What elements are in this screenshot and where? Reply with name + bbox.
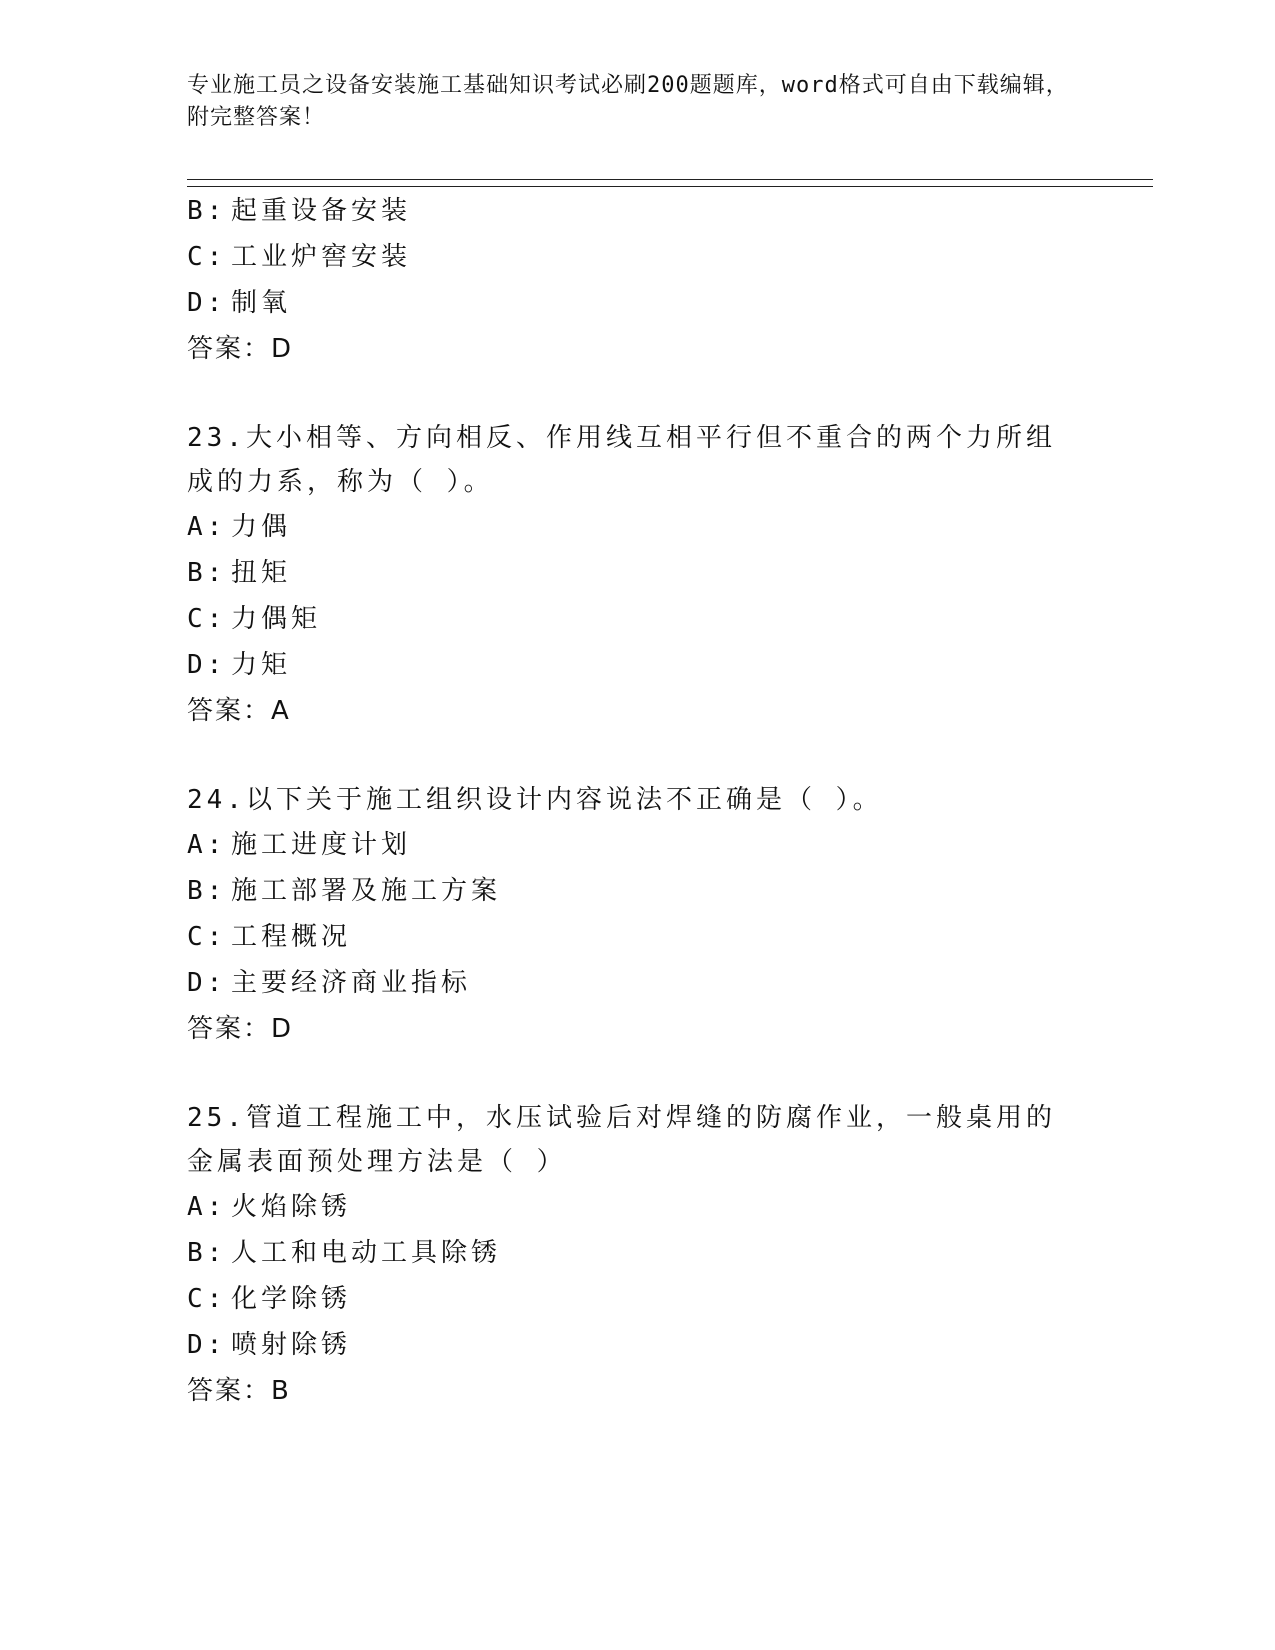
option-letter: A: (187, 830, 227, 860)
option-d (187, 280, 1087, 326)
option-letter: C: (187, 1284, 227, 1314)
header-divider (187, 179, 1153, 187)
question-block-23 (187, 416, 1087, 734)
answer-line: 答案：D (187, 1014, 294, 1044)
option-c (187, 234, 1087, 280)
option-c (187, 914, 1087, 960)
question-stem: 24.以下关于施工组织设计内容说法不正确是（ ）。 (187, 785, 883, 815)
option-letter: C: (187, 242, 227, 272)
option-text: 工程概况 (231, 922, 352, 952)
option-c (187, 596, 1087, 642)
answer-line: 答案：A (187, 696, 291, 726)
option-letter: D: (187, 288, 227, 318)
option-letter: B: (187, 1238, 227, 1268)
option-text: 起重设备安装 (231, 196, 412, 226)
option-c (187, 1276, 1087, 1322)
option-text: 力偶 (231, 512, 292, 542)
option-letter: A: (187, 1192, 227, 1222)
option-b (187, 868, 1087, 914)
option-text: 化学除锈 (231, 1284, 352, 1314)
option-letter: D: (187, 650, 227, 680)
option-d (187, 1322, 1087, 1368)
question-stem: 23.大小相等、方向相反、作用线互相平行但不重合的两个力所组成的力系，称为（ ）。 (187, 423, 1056, 497)
question-block-24 (187, 778, 1087, 1052)
option-d (187, 960, 1087, 1006)
option-b (187, 550, 1087, 596)
question-stem: 25.管道工程施工中，水压试验后对焊缝的防腐作业，一般桌用的金属表面预处理方法是（ ） (187, 1103, 1056, 1177)
option-text: 施工部署及施工方案 (231, 876, 502, 906)
question-list (187, 188, 1087, 1414)
option-text: 主要经济商业指标 (231, 968, 472, 998)
question-block-partial (187, 188, 1087, 372)
option-letter: C: (187, 604, 227, 634)
option-text: 扭矩 (231, 558, 292, 588)
option-letter: C: (187, 922, 227, 952)
option-letter: A: (187, 512, 227, 542)
option-a (187, 822, 1087, 868)
option-letter: B: (187, 558, 227, 588)
question-block-25 (187, 1096, 1087, 1414)
option-a (187, 504, 1087, 550)
option-text: 制氧 (231, 288, 292, 318)
option-letter: B: (187, 876, 227, 906)
option-d (187, 642, 1087, 688)
option-letter: D: (187, 1330, 227, 1360)
answer-line: 答案：B (187, 1376, 291, 1406)
option-a (187, 1184, 1087, 1230)
option-text: 火焰除锈 (231, 1192, 352, 1222)
option-b (187, 188, 1087, 234)
option-text: 力偶矩 (231, 604, 322, 634)
option-text: 工业炉窖安装 (231, 242, 412, 272)
answer-line: 答案：D (187, 334, 294, 364)
option-text: 喷射除锈 (231, 1330, 352, 1360)
option-letter: D: (187, 968, 227, 998)
option-letter: B: (187, 196, 227, 226)
option-text: 力矩 (231, 650, 292, 680)
option-b (187, 1230, 1087, 1276)
option-text: 施工进度计划 (231, 830, 412, 860)
option-text: 人工和电动工具除锈 (231, 1238, 502, 1268)
page-header-title: 专业施工员之设备安装施工基础知识考试必刷200题题库，word格式可自由下载编辑，附完整答案！ (187, 73, 1069, 130)
